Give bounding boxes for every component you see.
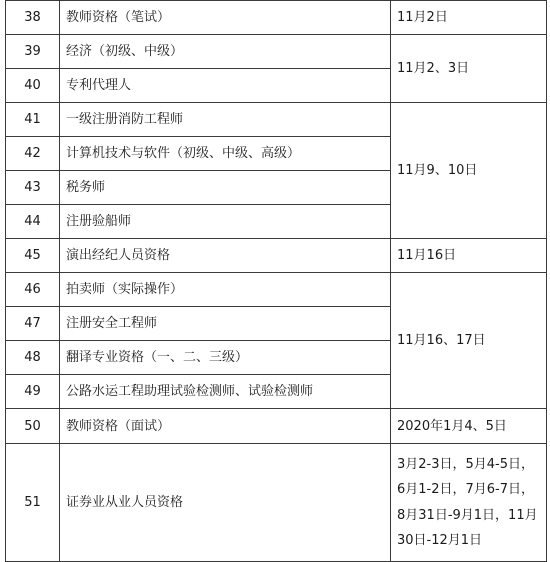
exam-name: 注册验船师 [60,205,391,239]
row-number: 40 [6,69,60,103]
row-number: 51 [6,444,60,562]
exam-name: 注册安全工程师 [60,307,391,341]
row-number: 44 [6,205,60,239]
exam-name: 教师资格（面试） [60,409,391,444]
exam-date-line: 8月31日-9月1日，11月 [397,507,538,523]
exam-schedule-table [5,0,547,562]
exam-date: 2020年1月4、5日 [391,409,547,444]
exam-date-line: 6月1-2日，7月6-7日， [397,482,535,497]
table-row [6,239,547,273]
row-number: 48 [6,341,60,375]
row-number: 50 [6,409,60,444]
exam-name: 拍卖师（实际操作） [60,273,391,307]
row-number: 42 [6,137,60,171]
exam-name: 公路水运工程助理试验检测师、试验检测师 [60,375,391,409]
exam-date [391,444,547,562]
exam-name: 证券业从业人员资格 [60,444,391,562]
row-number: 39 [6,35,60,69]
row-number: 45 [6,239,60,273]
table-row [6,444,547,562]
exam-name: 一级注册消防工程师 [60,103,391,137]
exam-date-line: 30日-12月1日 [397,533,483,548]
exam-name: 翻译专业资格（一、二、三级） [60,341,391,375]
exam-name: 教师资格（笔试） [60,1,391,35]
table-row [6,1,547,35]
exam-name: 经济（初级、中级） [60,35,391,69]
exam-date: 11月2、3日 [391,35,547,103]
exam-date: 11月9、10日 [391,103,547,239]
table-row [6,35,547,69]
table-row [6,409,547,444]
row-number: 38 [6,1,60,35]
row-number: 47 [6,307,60,341]
exam-date: 11月16日 [391,239,547,273]
exam-date: 11月2日 [391,1,547,35]
exam-name: 计算机技术与软件（初级、中级、高级） [60,137,391,171]
row-number: 41 [6,103,60,137]
exam-name: 税务师 [60,171,391,205]
exam-name: 专利代理人 [60,69,391,103]
row-number: 46 [6,273,60,307]
row-number: 43 [6,171,60,205]
table-row [6,273,547,307]
exam-date: 11月16、17日 [391,273,547,409]
exam-name: 演出经纪人员资格 [60,239,391,273]
exam-date-line: 3月2-3日，5月4-5日， [397,456,535,472]
table-row [6,103,547,137]
row-number: 49 [6,375,60,409]
